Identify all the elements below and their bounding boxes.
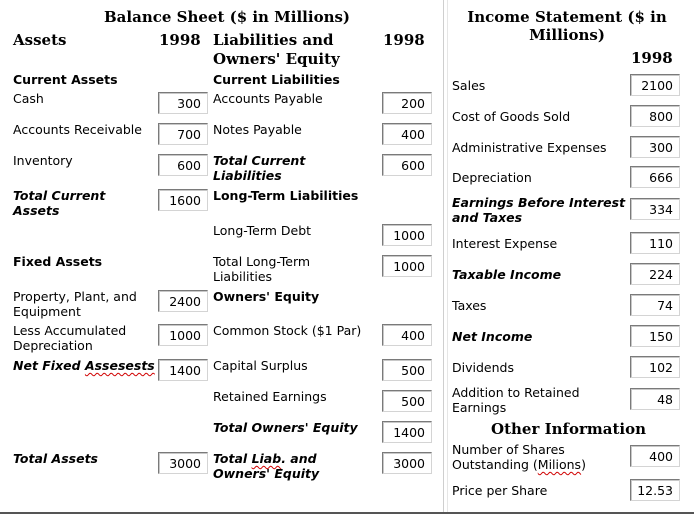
capital-surplus-field[interactable]: 500 (382, 359, 432, 381)
total-long-term-liabilities-label: Total Long-Term Liabilities (213, 254, 311, 284)
retained-earnings-field[interactable]: 500 (382, 390, 432, 412)
cogs-label: Cost of Goods Sold (452, 109, 571, 124)
common-stock-field[interactable]: 400 (382, 324, 432, 346)
inventory-field[interactable]: 600 (158, 154, 208, 176)
notes-payable-field[interactable]: 400 (382, 123, 432, 145)
total-liab-equity-field[interactable]: 3000 (382, 452, 432, 474)
inventory-label: Inventory (13, 153, 73, 168)
owners-equity-label: Owners' Equity (213, 289, 320, 304)
less-depreciation-label: Less Accumulated Depreciation (13, 323, 127, 353)
shares-outstanding-label-post: ) (581, 457, 586, 472)
assets-year: 1998 (159, 31, 201, 49)
shares-outstanding-label (452, 442, 627, 472)
ebit-label: Earnings Before Interest and Taxes (452, 195, 626, 225)
taxes-label: Taxes (452, 298, 487, 313)
net-income-field[interactable]: 150 (630, 325, 680, 347)
dividends-label: Dividends (452, 360, 514, 375)
ebit-field[interactable]: 334 (630, 198, 680, 220)
capital-surplus-label: Capital Surplus (213, 358, 308, 373)
notes-payable-label: Notes Payable (213, 122, 302, 137)
taxable-income-label: Taxable Income (452, 267, 562, 282)
admin-expenses-field[interactable]: 300 (630, 136, 680, 158)
accounts-receivable-label: Accounts Receivable (13, 122, 142, 137)
income-year: 1998 (631, 49, 673, 67)
liabilities-header: Liabilities and Owners' Equity (213, 31, 340, 68)
total-liab-equity-label-misspelled: Liab (251, 451, 282, 466)
taxable-income-field[interactable]: 224 (630, 263, 680, 285)
bottom-border (0, 512, 694, 514)
shares-outstanding-field[interactable]: 400 (630, 445, 680, 467)
total-owners-equity-label: Total Owners' Equity (213, 420, 358, 435)
interest-expense-label: Interest Expense (452, 236, 558, 251)
price-per-share-label: Price per Share (452, 483, 548, 498)
other-info-title: Other Information (491, 420, 646, 438)
net-fixed-assets-label-misspelled: Assesests (84, 358, 155, 373)
retained-addition-label: Addition to Retained Earnings (452, 385, 580, 415)
long-term-debt-field[interactable]: 1000 (382, 224, 432, 246)
ppe-label: Property, Plant, and Equipment (13, 289, 137, 319)
fixed-assets-label: Fixed Assets (13, 254, 103, 269)
total-owners-equity-field[interactable]: 1400 (382, 421, 432, 443)
depreciation-label: Depreciation (452, 170, 532, 185)
less-depreciation-field[interactable]: 1000 (158, 324, 208, 346)
accounts-payable-field[interactable]: 200 (382, 92, 432, 114)
total-current-liabilities-label: Total Current Liabilities (213, 153, 306, 183)
panel-divider-right (447, 0, 448, 512)
total-assets-field[interactable]: 3000 (158, 452, 208, 474)
balance-sheet-title: Balance Sheet ($ in Millions) (104, 8, 351, 26)
total-current-assets-label: Total Current Assets (13, 188, 106, 218)
retained-addition-field[interactable]: 48 (630, 388, 680, 410)
accounts-payable-label: Accounts Payable (213, 91, 323, 106)
long-term-liabilities-label: Long-Term Liabilities (213, 188, 359, 203)
retained-earnings-label: Retained Earnings (213, 389, 327, 404)
taxes-field[interactable]: 74 (630, 294, 680, 316)
cogs-field[interactable]: 800 (630, 105, 680, 127)
net-fixed-assets-field[interactable]: 1400 (158, 359, 208, 381)
long-term-debt-label: Long-Term Debt (213, 223, 312, 238)
total-liab-equity-label-pre: Total (213, 451, 252, 466)
total-liab-equity-label-post: . and Owners' Equity (213, 451, 320, 481)
total-current-liabilities-field[interactable]: 600 (382, 154, 432, 176)
depreciation-field[interactable]: 666 (630, 166, 680, 188)
assets-header: Assets (13, 31, 67, 49)
income-statement-title: Income Statement ($ in Millions) (467, 8, 667, 44)
total-current-assets-field[interactable]: 1600 (158, 189, 208, 211)
total-liab-equity-label (213, 451, 343, 481)
sales-label: Sales (452, 78, 486, 93)
panel-divider (443, 0, 444, 512)
ppe-field[interactable]: 2400 (158, 290, 208, 312)
current-assets-label: Current Assets (13, 72, 118, 87)
common-stock-label: Common Stock ($1 Par) (213, 323, 362, 338)
total-long-term-liabilities-field[interactable]: 1000 (382, 255, 432, 277)
admin-expenses-label: Administrative Expenses (452, 140, 607, 155)
liabilities-year: 1998 (383, 31, 425, 49)
dividends-field[interactable]: 102 (630, 356, 680, 378)
current-liabilities-label: Current Liabilities (213, 72, 340, 87)
sales-field[interactable]: 2100 (630, 74, 680, 96)
net-fixed-assets-label-pre: Net Fixed (13, 358, 85, 373)
net-fixed-assets-label (13, 358, 155, 373)
total-assets-label: Total Assets (13, 451, 98, 466)
net-income-label: Net Income (452, 329, 533, 344)
cash-label: Cash (13, 91, 44, 106)
shares-outstanding-label-pre: Number of Shares Outstanding ( (452, 442, 565, 472)
shares-outstanding-label-misspelled: Milions (537, 457, 582, 472)
cash-field[interactable]: 300 (158, 92, 208, 114)
accounts-receivable-field[interactable]: 700 (158, 123, 208, 145)
price-per-share-field[interactable]: 12.53 (630, 479, 680, 501)
interest-expense-field[interactable]: 110 (630, 232, 680, 254)
